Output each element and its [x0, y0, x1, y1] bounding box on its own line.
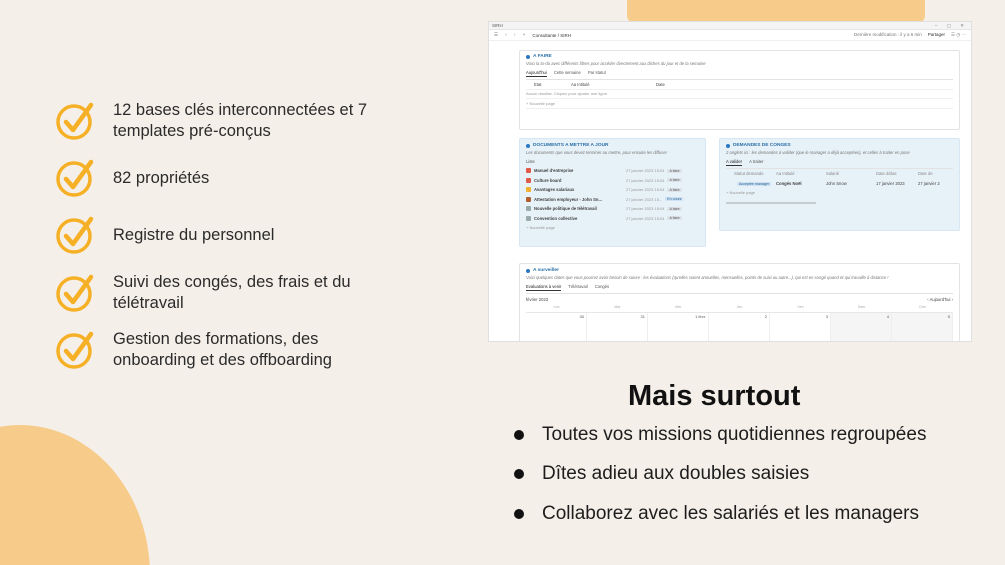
share-button[interactable]: Partager — [927, 32, 946, 37]
horizontal-scrollbar[interactable] — [726, 202, 816, 204]
list-item[interactable]: Convention collective 27 janvier 2023 15:04 A faire — [526, 214, 699, 224]
bullet-text: Dîtes adieu aux doubles saisies — [542, 463, 810, 484]
column-header: Aa Intitulé — [776, 171, 795, 177]
tab-to-validate[interactable]: A valider — [726, 159, 743, 164]
calendar-weekdays: Lun Mar Mer Jeu Ven Sam Dim — [553, 305, 926, 309]
bullet-icon — [514, 469, 524, 479]
feature-item — [55, 329, 435, 371]
bullet-item — [514, 463, 994, 485]
list-item[interactable]: Culture board 27 janvier 2023 15:04 A faire — [526, 176, 699, 186]
employee-name: John Snow — [826, 180, 847, 186]
view-list-button[interactable]: Liste — [526, 159, 535, 164]
decorative-blob-top — [627, 0, 925, 22]
more-icon[interactable]: ☰ ◷ ⋯ — [951, 32, 966, 37]
tab-evaluations[interactable]: Evaluations à venir — [526, 284, 562, 289]
tab-leaves[interactable]: Congés — [594, 284, 610, 289]
window-titlebar — [489, 22, 971, 30]
documents-title: DOCUMENTS A METTRE A JOUR — [526, 143, 699, 148]
bullet-icon — [514, 509, 524, 519]
calendar-day[interactable]: 2 — [709, 313, 770, 342]
watch-card — [519, 263, 960, 342]
todo-tabs — [526, 70, 953, 80]
feature-text: Gestion des formations, des onboarding et des offboarding — [113, 330, 332, 369]
calendar-toolbar — [526, 297, 953, 302]
last-edit-label: Dernière modification : il y a 6 min — [853, 32, 922, 37]
todo-card — [519, 50, 960, 130]
tab-to-process[interactable]: A traiter — [749, 159, 764, 164]
leave-requests-card — [719, 138, 960, 231]
feature-item — [55, 272, 435, 314]
leave-subtitle: 2 onglets ici : les demandes à valider (que le manager a déjà acceptées), et celles à traiter en pose — [726, 150, 910, 155]
leave-tabs — [726, 159, 953, 169]
column-header: Date — [656, 81, 665, 87]
tab-today[interactable]: Aujourd'hui — [526, 70, 547, 75]
section-title: Mais surtout — [628, 380, 801, 412]
feature-item — [55, 158, 435, 198]
decorative-blob-bottom-left — [0, 425, 150, 565]
calendar-day[interactable]: 30 — [526, 313, 587, 342]
window-controls[interactable]: – ▢ ✕ — [934, 22, 968, 28]
check-circle-icon — [55, 101, 95, 141]
feature-item — [55, 100, 435, 142]
column-header: Statut demande — [734, 171, 764, 177]
leave-header-row — [726, 169, 953, 179]
todo-new-page[interactable]: + Nouvelle page — [526, 99, 953, 109]
calendar-day[interactable]: 5 — [892, 313, 953, 342]
check-icon — [526, 55, 530, 59]
calendar-day[interactable]: 4 — [831, 313, 892, 342]
calendar-day[interactable]: 3 — [770, 313, 831, 342]
todo-header-row — [526, 80, 953, 90]
todo-empty-row: Aucun résultat. Cliquez pour ajouter une ligne. — [526, 90, 953, 100]
calendar-grid — [526, 312, 953, 342]
check-circle-icon — [55, 215, 95, 255]
check-circle-icon — [55, 330, 95, 370]
documents-new-page[interactable]: + Nouvelle page — [526, 225, 556, 231]
bullet-text: Toutes vos missions quotidiennes regroupées — [542, 424, 927, 445]
calendar-month: février 2023 — [526, 297, 549, 302]
watch-subtitle: Voici quelques dates que vous pourrez avoir besoin de suivre : les évaluations (qu'elles soient annuelles, mensuelles, points de suivi ou autre...), qui est en congé quand et qui travaille à distance ! — [526, 275, 889, 280]
leave-title: DEMANDES DE CONGES — [726, 143, 953, 148]
start-date: 17 janvier 2023 — [876, 180, 905, 186]
tab-by-status[interactable]: Par statut — [587, 70, 606, 75]
table-row[interactable] — [726, 179, 953, 189]
eye-icon — [526, 269, 530, 273]
app-screenshot — [488, 21, 972, 342]
calendar-today-button[interactable]: ‹ Aujourd'hui › — [927, 297, 953, 302]
column-header: Salarié — [826, 171, 840, 177]
check-circle-icon — [55, 158, 95, 198]
column-header: Etat — [534, 81, 542, 87]
list-item[interactable]: Attestation employeur - John Sn... 27 janvier 2023 15... En cours — [526, 195, 699, 205]
bullet-text: Collaborez avec les salariés et les managers — [542, 503, 920, 524]
window-title: SIRH — [492, 23, 503, 28]
tab-remote-work[interactable]: Télétravail — [568, 284, 588, 289]
bullet-icon — [514, 430, 524, 440]
watch-tabs — [526, 284, 953, 294]
gift-icon — [526, 187, 531, 192]
breadcrumb[interactable]: Consultante / SIRH — [532, 32, 571, 38]
leave-label: Congés Noël — [776, 180, 802, 186]
document-icon — [526, 144, 530, 148]
end-date: 27 janvier 2 — [918, 180, 940, 186]
bullet-item — [514, 424, 994, 446]
documents-subtitle: Les documents que vous devez terminer ou mettre, pour ensuite les diffuser — [526, 150, 668, 155]
documents-view — [526, 159, 699, 166]
feature-text: Suivi des congés, des frais et du télétravail — [113, 273, 351, 312]
leave-new-page[interactable]: + Nouvelle page — [726, 190, 756, 196]
column-header: Date de — [918, 171, 933, 177]
watch-title: A surveiller — [526, 268, 953, 273]
nav-arrows-icon[interactable]: ☰ ‹ › + — [494, 32, 529, 37]
list-item[interactable]: Avantages salariaux 27 janvier 2023 15:04 A faire — [526, 185, 699, 195]
status-badge: Acceptée manager — [739, 181, 770, 186]
calendar-day[interactable]: 1 févr. — [648, 313, 709, 342]
bullet-item — [514, 503, 994, 525]
calendar-day[interactable]: 31 — [587, 313, 648, 342]
list-item[interactable]: Nouvelle politique de télétravail 27 janvier 2023 15:04 A faire — [526, 204, 699, 214]
page-icon — [526, 206, 531, 211]
check-circle-icon — [55, 273, 95, 313]
person-icon — [526, 197, 531, 202]
flag-icon — [526, 178, 531, 183]
feature-text: 12 bases clés interconnectées et 7 templates pré-conçus — [113, 101, 368, 140]
app-topbar — [489, 30, 971, 41]
documents-card — [519, 138, 706, 247]
feature-text: 82 propriétés — [113, 168, 210, 187]
page-icon — [526, 216, 531, 221]
feature-text: Registre du personnel — [113, 225, 275, 244]
tab-this-week[interactable]: Cette semaine — [553, 70, 581, 75]
column-header: Date début — [876, 171, 897, 177]
column-header: Aa Intitulé — [571, 81, 590, 87]
todo-title: A FAIRE — [526, 54, 953, 59]
doc-icon — [526, 168, 531, 173]
calendar-icon — [726, 144, 730, 148]
todo-subtitle: Voici la to-do avec différents filtres pour accéder directement aux tâches du jour et de la semaine — [526, 61, 706, 66]
feature-item — [55, 215, 435, 255]
list-item[interactable]: Manuel d'entreprise 27 janvier 2023 15:04 A faire — [526, 166, 699, 176]
